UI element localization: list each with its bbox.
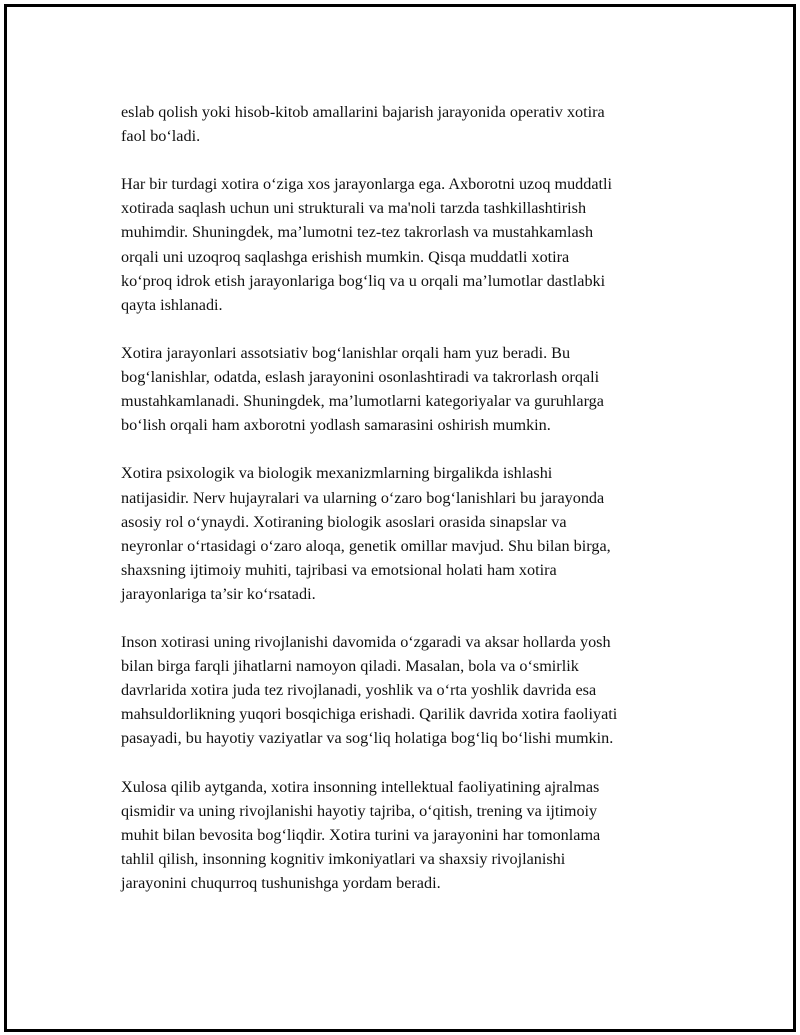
text-line: bilan birga farqli jihatlarni namoyon qiladi. Masalan, bola va o‘smirlik (121, 657, 579, 676)
paragraph-2 (121, 172, 701, 317)
text-line: muhit bilan bevosita bog‘liqdir. Xotira turini va jarayonini har tomonlama (121, 825, 601, 844)
text-line: tahlil qilish, insonning kognitiv imkoniyatlari va shaxsiy rivojlanishi (121, 849, 566, 868)
paragraph-4 (121, 461, 701, 606)
text-line: shaxsning ijtimoiy muhiti, tajribasi va emotsional holati ham xotira (121, 560, 557, 579)
text-line: Xulosa qilib aytganda, xotira insonning intellektual faoliyatining ajralmas (121, 777, 600, 796)
text-line: bog‘lanishlar, odatda, eslash jarayonini osonlashtiradi va takrorlash orqali (121, 368, 600, 387)
text-line: natijasidir. Nerv hujayralari va ularning o‘zaro bog‘lanishlari bu jarayonda (121, 488, 605, 507)
paragraph-3 (121, 341, 701, 437)
text-line: orqali uni uzoqroq saqlashga erishish mumkin. Qisqa muddatli xotira (121, 247, 570, 266)
text-line: Inson xotirasi uning rivojlanishi davomida o‘zgaradi va aksar hollarda yosh (121, 633, 611, 652)
text-line: Xotira jarayonlari assotsiativ bog‘lanishlar orqali ham yuz beradi. Bu (121, 343, 571, 362)
text-line: xotirada saqlash uchun uni strukturali va ma'noli tarzda tashkillashtirish (121, 199, 587, 218)
text-line: qismidir va uning rivojlanishi hayotiy tajriba, o‘qitish, trening va ijtimoiy (121, 801, 598, 820)
text-line: neyronlar o‘rtasidagi o‘zaro aloqa, genetik omillar mavjud. Shu bilan birga, (121, 536, 611, 555)
text-line: qayta ishlanadi. (121, 295, 223, 314)
text-line: faol bo‘ladi. (121, 127, 201, 146)
text-line: Har bir turdagi xotira o‘ziga xos jarayonlarga ega. Axborotni uzoq muddatli (121, 175, 613, 194)
text-line: davrlarida xotira juda tez rivojlanadi, yoshlik va o‘rta yoshlik davrida esa (121, 681, 597, 700)
text-line: asosiy rol o‘ynaydi. Xotiraning biologik asoslari orasida sinapslar va (121, 512, 567, 531)
text-line: ko‘proq idrok etish jarayonlariga bog‘liq va u orqali ma’lumotlar dastlabki (121, 271, 606, 290)
paragraph-5 (121, 630, 701, 750)
text-line: mustahkamlanadi. Shuningdek, ma’lumotlarni kategoriyalar va guruhlarga (121, 392, 604, 411)
paragraph-1 (121, 100, 701, 148)
text-line: jarayonini chuqurroq tushunishga yordam beradi. (121, 874, 441, 892)
text-line: pasayadi, bu hayotiy vaziyatlar va sog‘liq holatiga bog‘liq bo‘lishi mumkin. (121, 729, 614, 748)
text-line: mahsuldorlikning yuqori bosqichiga erishadi. Qarilik davrida xotira faoliyati (121, 705, 618, 724)
text-line: jarayonlariga ta’sir ko‘rsatadi. (121, 584, 316, 603)
text-line: eslab qolish yoki hisob-kitob amallarini bajarish jarayonida operativ xotira (121, 103, 605, 121)
page-content (121, 100, 701, 919)
text-line: bo‘lish orqali ham axborotni yodlash samarasini oshirish mumkin. (121, 416, 551, 435)
paragraph-6 (121, 775, 701, 895)
page-frame (4, 4, 796, 1032)
text-line: Xotira psixologik va biologik mexanizmlarning birgalikda ishlashi (121, 464, 553, 483)
text-line: muhimdir. Shuningdek, ma’lumotni tez-tez takrorlash va mustahkamlash (121, 223, 594, 242)
